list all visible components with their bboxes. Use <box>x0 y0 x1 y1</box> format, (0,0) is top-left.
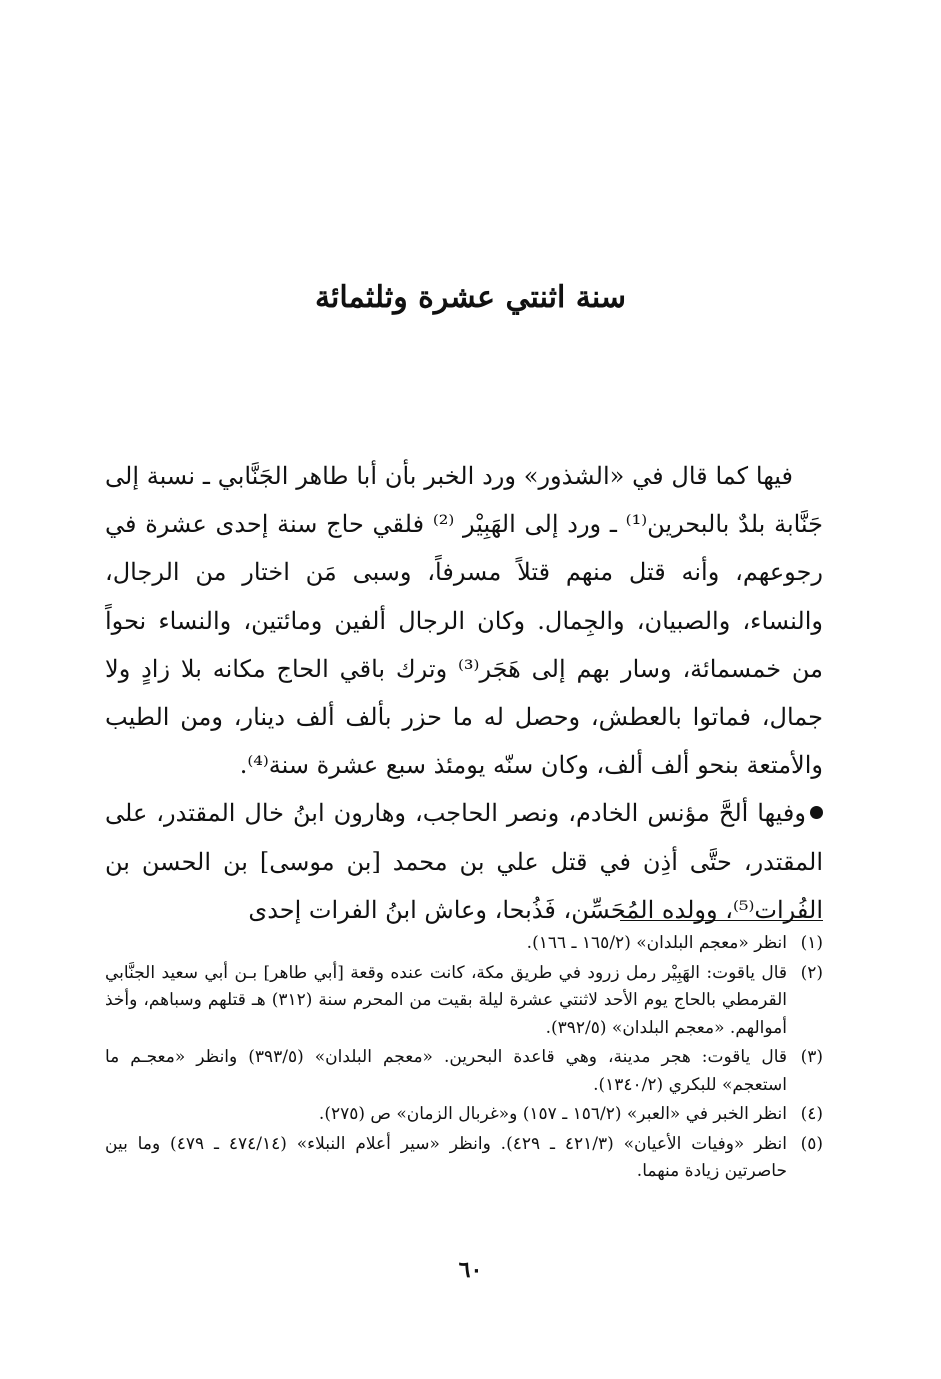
footnote-number: (٢) <box>800 962 823 983</box>
main-text <box>105 452 823 934</box>
footnote-4 <box>105 1101 823 1129</box>
paragraph-2: وفيها ألحَّ مؤنس الخادم، ونصر الحاجب، وهارون ابنُ خال المقتدر، على المقتدر، حتَّى أذِن في قتل علي بن محمد [بن موسى] بن الحسن بن الفُرات⁽⁵⁾، وولده المُحَسِّن، فَذُبحا، وعاش ابنُ الفرات إحدى <box>105 799 823 924</box>
footnote-text: انظر «وفيات الأعيان» (٤٢١/٣ ـ ٤٢٩). وانظر «سير أعلام النبلاء» (٤٧٤/١٤ ـ ٤٧٩) وما بين حاصرتين زيادة منهما. <box>105 1133 787 1181</box>
paragraph-2-wrapper <box>105 789 823 934</box>
paragraph-1: فيها كما قال في «الشذور» ورد الخبر بأن أبا طاهر الجَنَّابي ـ نسبة إلى جَنَّابة بلدٌ بالبحرين⁽¹⁾ ـ ورد إلى الهَبِيْر ⁽²⁾ فلقي حاج سنة إحدى عشرة في رجوعهم، وأنه قتل منهم قتلاً مسرفاً، وسبى مَن اختار من الرجال، والنساء، والصبيان، والجِمال. وكان الرجال ألفين ومائتين، والنساء نحواً من خمسمائة، وسار بهم إلى هَجَر⁽³⁾ وترك باقي الحاج مكانه بلا زادٍ ولا جمال، فماتوا بالعطش، وحصل له ما حزر بألف ألف دينار، ومن الطيب والأمتعة بنحو ألف ألف، وكان سنّه يومئذ سبع عشرة سنة⁽⁴⁾. <box>105 462 824 780</box>
footnote-text: قال ياقوت: هجر مدينة، وهي قاعدة البحرين. «معجم البلدان» (٣٩٣/٥) وانظر «معجـم ما استعجم» للبكري (١٣٤٠/٢). <box>105 1047 787 1095</box>
bullet-icon <box>810 806 823 819</box>
chapter-title: سنة اثنتي عشرة وثلثمائة <box>314 280 627 315</box>
footnote-number: (٣) <box>800 1047 823 1067</box>
page-number: ٦٠ <box>458 1257 483 1283</box>
footnote-number: (٥) <box>800 1133 823 1154</box>
footnote-number: (١) <box>800 933 823 953</box>
footnote-3 <box>105 1044 823 1099</box>
footnotes <box>105 930 823 1188</box>
footnote-text: انظر «معجم البلدان» (١٦٥/٢ ـ ١٦٦). <box>526 933 787 953</box>
footnote-number: (٤) <box>800 1104 823 1124</box>
footnote-text: قال ياقوت: الهَبِيْر رمل زرود في طريق مكة، كانت عنده وقعة [أبي طاهر] بـن أبي سعيد الجنَّابي القرمطي بالحاج يوم الأحد لاثنتي عشرة ليلة بقيت من المحرم سنة (٣١٢) هـ قتلهم وسباهم، وأخذ أموالهم. «معجم البلدان» (٣٩٢/٥). <box>105 962 787 1038</box>
footnote-5 <box>105 1131 823 1186</box>
footnote-divider <box>620 920 823 921</box>
footnote-1 <box>105 930 823 958</box>
footnote-text: انظر الخبر في «العبر» (١٥٦/٢ ـ ١٥٧) و«غربال الزمان» ص (٢٧٥). <box>318 1104 787 1124</box>
footnote-2 <box>105 960 823 1043</box>
